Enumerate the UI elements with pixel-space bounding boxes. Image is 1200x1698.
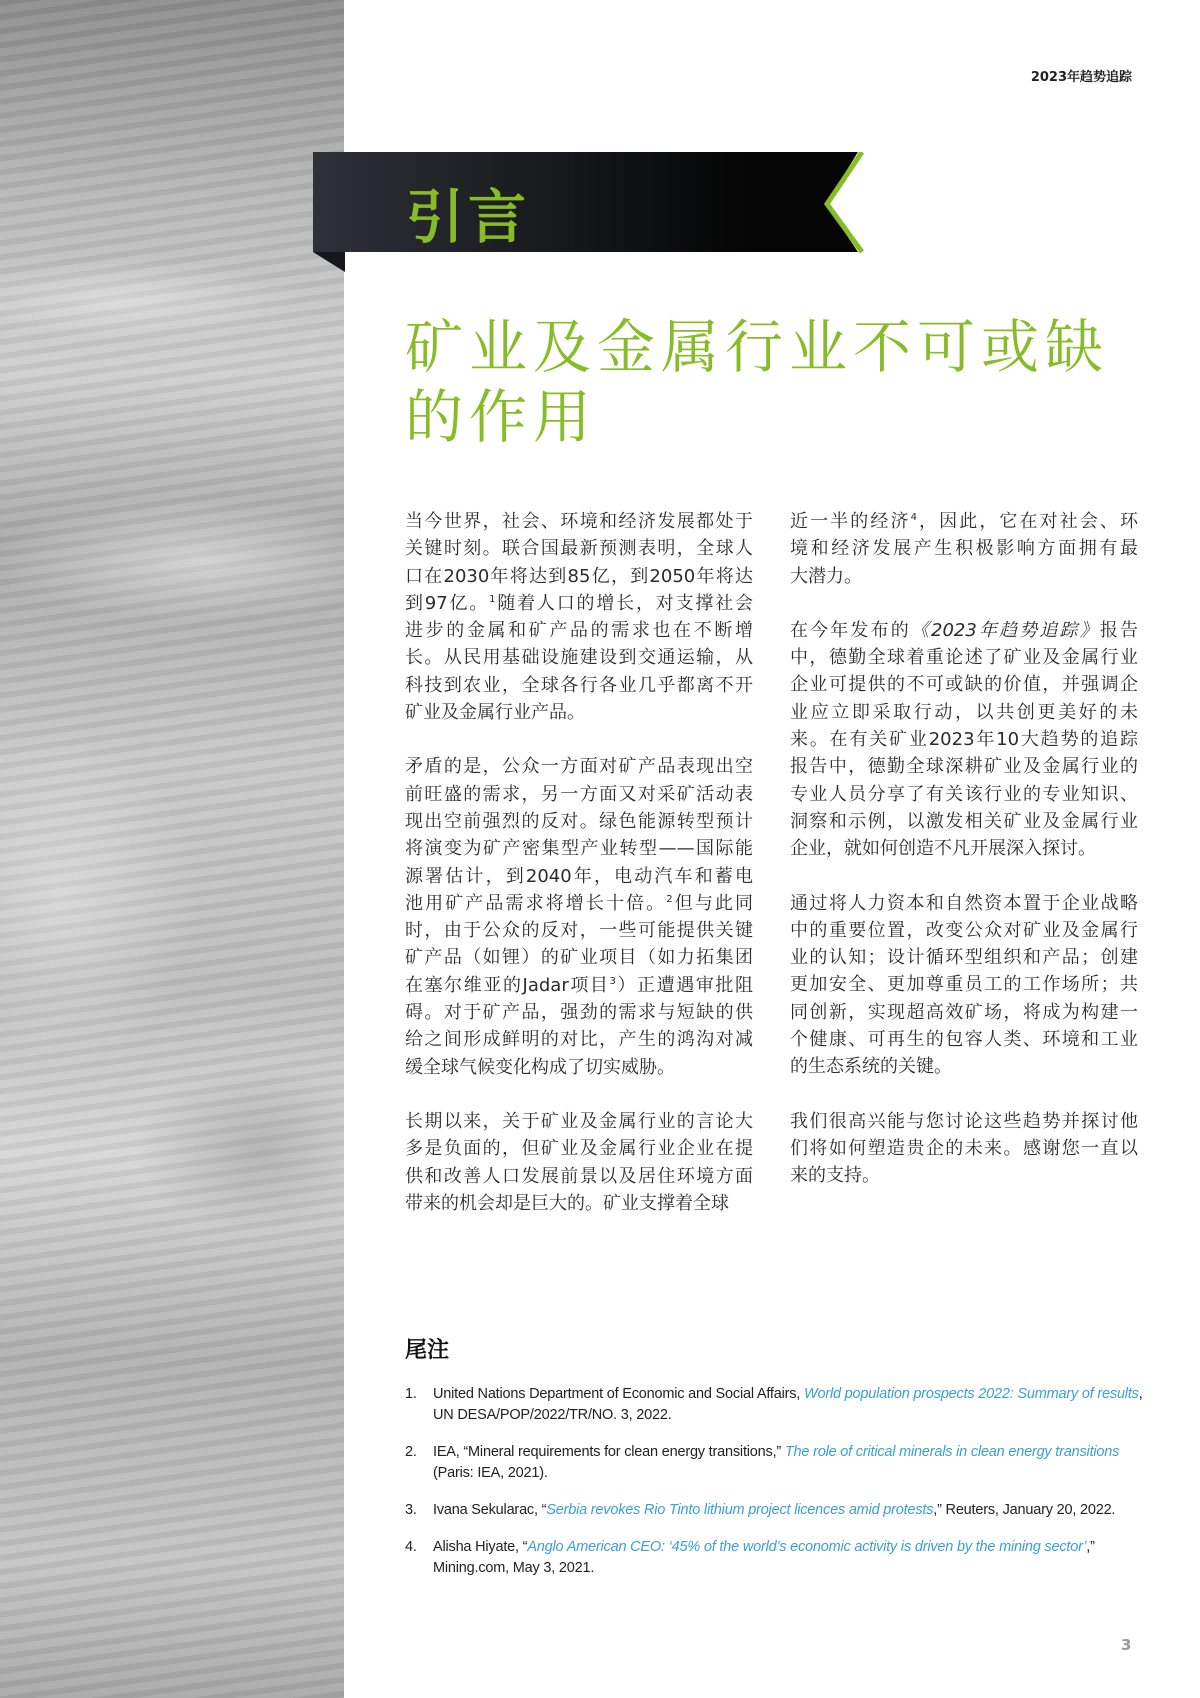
text-run: IEA, “Mineral requirements for clean energy transitions,” <box>433 1444 785 1460</box>
text-run: 科技到农业，全球各行各业几乎都离不开 <box>405 674 753 696</box>
mining-landscape-photo <box>0 0 344 1698</box>
text-line <box>790 971 1138 998</box>
footnote-ref[interactable]: 1 <box>489 593 496 605</box>
text-line <box>405 508 753 535</box>
text-line <box>790 944 1138 971</box>
text-run: 到97亿。 <box>405 592 490 614</box>
endnote-item <box>405 1537 1150 1579</box>
text-line <box>790 753 1138 780</box>
paragraph <box>790 508 1138 590</box>
text-line <box>405 617 753 644</box>
text-run: 矿业及金属行业产品。 <box>405 702 585 724</box>
text-run: 前旺盛的需求，另一方面又对采矿活动表 <box>405 783 753 805</box>
endnote-link[interactable]: World population prospects 2022: Summary of results <box>803 1386 1139 1402</box>
text-run: 来。在有关矿业2023年10大趋势的追踪 <box>790 729 1138 751</box>
text-run: 通过将人力资本和自然资本置于企业战略 <box>790 892 1138 914</box>
text-line <box>405 1054 753 1081</box>
text-run: Alisha Hiyate, “ <box>433 1539 528 1555</box>
text-run: 中，德勤全球着重论述了矿业及金属行业 <box>790 647 1138 669</box>
text-run: ，因此，它在对社会、环 <box>916 511 1139 532</box>
text-run: ,” Mining.com, May 3, 2021. <box>433 1539 1095 1576</box>
text-run: 碍。对于矿产品，强劲的需求与短缺的供 <box>405 1002 753 1024</box>
text-run: 时，由于公众的反对，一些可能提供关键 <box>405 920 753 942</box>
endnote-text <box>433 1442 1150 1484</box>
text-run: 矛盾的是，公众一方面对矿产品表现出空 <box>405 756 753 778</box>
text-run: 在塞尔维亚的Jadar项目 <box>405 974 610 996</box>
endnote-text <box>433 1537 1150 1579</box>
text-run: ,” Reuters, January 20, 2022. <box>933 1502 1116 1518</box>
text-line <box>405 944 753 971</box>
text-run: 带来的机会却是巨大的。矿业支撑着全球 <box>405 1192 729 1214</box>
title-line: 矿业及金属行业不可或缺 <box>405 313 1110 381</box>
text-run: 业的认知；设计循环型组织和产品；创建 <box>790 947 1138 969</box>
text-run: (Paris: IEA, 2021). <box>433 1465 548 1481</box>
text-line <box>405 1190 753 1217</box>
text-run: 源署估计，到2040年，电动汽车和蓄电 <box>405 865 753 887</box>
section-banner <box>313 152 865 272</box>
text-run: 多是负面的，但矿业及金属行业企业在提 <box>405 1138 753 1160</box>
paragraph <box>790 617 1138 863</box>
text-run: 们将如何塑造贵企的未来。感谢您一直以 <box>790 1137 1138 1159</box>
text-run: 企业可提供的不可或缺的价值，并强调企 <box>790 674 1138 696</box>
text-run: 口在2030年将达到85亿，到2050年将达 <box>405 565 753 587</box>
text-run: 当今世界，社会、环境和经济发展都处于 <box>405 511 753 532</box>
endnote-item <box>405 1442 1150 1484</box>
endnote-link[interactable]: Anglo American CEO: ‘45% of the world’s economic activity is driven by the mining sector’ <box>527 1539 1087 1555</box>
body-column-left <box>405 508 753 1244</box>
text-line <box>790 781 1138 808</box>
paragraph <box>405 753 753 1081</box>
text-run: 现出空前强烈的反对。绿色能源转型预计 <box>405 810 753 832</box>
endnotes-heading: 尾注 <box>405 1338 450 1363</box>
text-line <box>790 808 1138 835</box>
text-line <box>405 590 753 617</box>
endnote-text <box>433 1384 1150 1426</box>
endnote-number: 4. <box>405 1539 417 1555</box>
text-line <box>790 1108 1138 1135</box>
text-line <box>405 753 753 780</box>
endnote-item <box>405 1500 1150 1521</box>
text-run: 的生态系统的关键。 <box>790 1056 952 1078</box>
body-column-right <box>790 508 1138 1217</box>
text-run: 个健康、可再生的包容人类、环境和工业 <box>790 1029 1138 1051</box>
text-run: 将演变为矿产密集型产业转型——国际能 <box>405 838 753 860</box>
text-line <box>405 890 753 917</box>
text-run: 池用矿产品需求将增长十倍。 <box>405 892 667 914</box>
paragraph <box>405 508 753 726</box>
endnote-number: 3. <box>405 1502 417 1518</box>
text-run: 近一半的经济 <box>790 511 911 532</box>
endnote-link[interactable]: Serbia revokes Rio Tinto lithium project licences amid protests <box>546 1502 934 1518</box>
text-line <box>405 644 753 671</box>
section-label: 引言 <box>406 183 531 251</box>
text-run: , UN DESA/POP/2022/TR/NO. 3, 2022. <box>433 1386 1143 1423</box>
text-line <box>405 1108 753 1135</box>
paragraph <box>790 890 1138 1081</box>
text-run: Ivana Sekularac, “ <box>433 1502 547 1518</box>
text-run: 在今年发布的 <box>790 619 911 641</box>
text-run: 随着人口的增长，对支撑社会 <box>495 592 754 614</box>
text-line <box>405 863 753 890</box>
text-line <box>790 563 1138 590</box>
report-title: 《2023年趋势追踪》 <box>910 619 1100 641</box>
text-line <box>405 1135 753 1162</box>
paragraph <box>790 1108 1138 1190</box>
text-line <box>405 917 753 944</box>
text-run: 报告中，德勤全球深耕矿业及金属行业的 <box>790 756 1138 778</box>
text-line <box>790 617 1138 644</box>
endnote-number: 2. <box>405 1444 417 1460</box>
text-line <box>790 890 1138 917</box>
text-line <box>790 671 1138 698</box>
text-line <box>405 672 753 699</box>
text-run: 大潜力。 <box>790 565 862 587</box>
title-line: 的作用 <box>405 383 598 451</box>
text-run: 业应立即采取行动，以共创更美好的未 <box>790 701 1138 723</box>
text-run: ）正遭遇审批阻 <box>615 974 753 996</box>
text-run: 给之间形成鲜明的对比，产生的鸿沟对减 <box>405 1029 753 1051</box>
text-line <box>405 1026 753 1053</box>
text-run: United Nations Department of Economic and Social Affairs, <box>433 1386 804 1402</box>
text-line <box>790 1026 1138 1053</box>
running-header: 2023年趋势追踪 <box>1030 70 1132 85</box>
endnote-item <box>405 1384 1150 1426</box>
text-line <box>790 699 1138 726</box>
text-line <box>790 1053 1138 1080</box>
text-line <box>790 508 1138 535</box>
footnote-ref[interactable]: 4 <box>910 512 917 523</box>
text-run: 企业，就如何创造不凡开展深入探讨。 <box>790 838 1096 860</box>
text-run: 供和改善人口发展前景以及居住环境方面 <box>405 1165 753 1187</box>
text-run: 关键时刻。联合国最新预测表明，全球人 <box>405 538 753 560</box>
banner-ribbon-shape <box>313 152 865 272</box>
text-run: 专业人员分享了有关该行业的专业知识、 <box>790 783 1138 805</box>
text-line <box>405 972 753 999</box>
text-run: 长期以来，关于矿业及金属行业的言论大 <box>405 1110 753 1132</box>
text-line <box>405 781 753 808</box>
text-run: 来的支持。 <box>790 1165 880 1187</box>
text-run: 更加安全、更加尊重员工的工作场所；共 <box>790 974 1138 996</box>
text-run: 矿产品（如锂）的矿业项目（如力拓集团 <box>405 947 753 969</box>
text-line <box>790 644 1138 671</box>
footnote-ref[interactable]: 2 <box>666 893 673 905</box>
page-title <box>405 312 1125 452</box>
text-line <box>790 1135 1138 1162</box>
text-line <box>405 1163 753 1190</box>
endnotes-list <box>405 1384 1150 1595</box>
text-run: 缓全球气候变化构成了切实威胁。 <box>405 1056 675 1078</box>
text-line <box>405 563 753 590</box>
text-line <box>405 808 753 835</box>
text-line <box>790 917 1138 944</box>
text-line <box>405 699 753 726</box>
text-run: 中的重要位置，改变公众对矿业及金属行 <box>790 919 1138 941</box>
text-run: 我们很高兴能与您讨论这些趋势并探讨他 <box>790 1110 1138 1132</box>
text-run: 但与此同 <box>672 892 754 914</box>
text-line <box>790 1162 1138 1189</box>
footnote-ref[interactable]: 3 <box>609 975 616 987</box>
text-run: 进步的金属和矿产品的需求也在不断增 <box>405 620 753 642</box>
text-line <box>790 999 1138 1026</box>
text-line <box>405 999 753 1026</box>
text-run: 境和经济发展产生积极影响方面拥有最 <box>790 538 1138 560</box>
text-line <box>790 535 1138 562</box>
endnote-link[interactable]: The role of critical minerals in clean energy transitions <box>784 1444 1120 1460</box>
text-run: 报告 <box>1099 619 1139 641</box>
text-run: 同创新，实现超高效矿场，将成为构建一 <box>790 1001 1138 1023</box>
endnote-number: 1. <box>405 1386 417 1402</box>
text-line <box>405 535 753 562</box>
text-run: 洞察和示例，以激发相关矿业及金属行业 <box>790 810 1138 832</box>
paragraph <box>405 1108 753 1217</box>
page-number: 3 <box>1121 1636 1132 1654</box>
text-line <box>405 835 753 862</box>
text-line <box>790 835 1138 862</box>
text-line <box>790 726 1138 753</box>
text-run: 长。从民用基础设施建设到交通运输，从 <box>405 647 753 669</box>
endnote-text <box>433 1500 1115 1521</box>
